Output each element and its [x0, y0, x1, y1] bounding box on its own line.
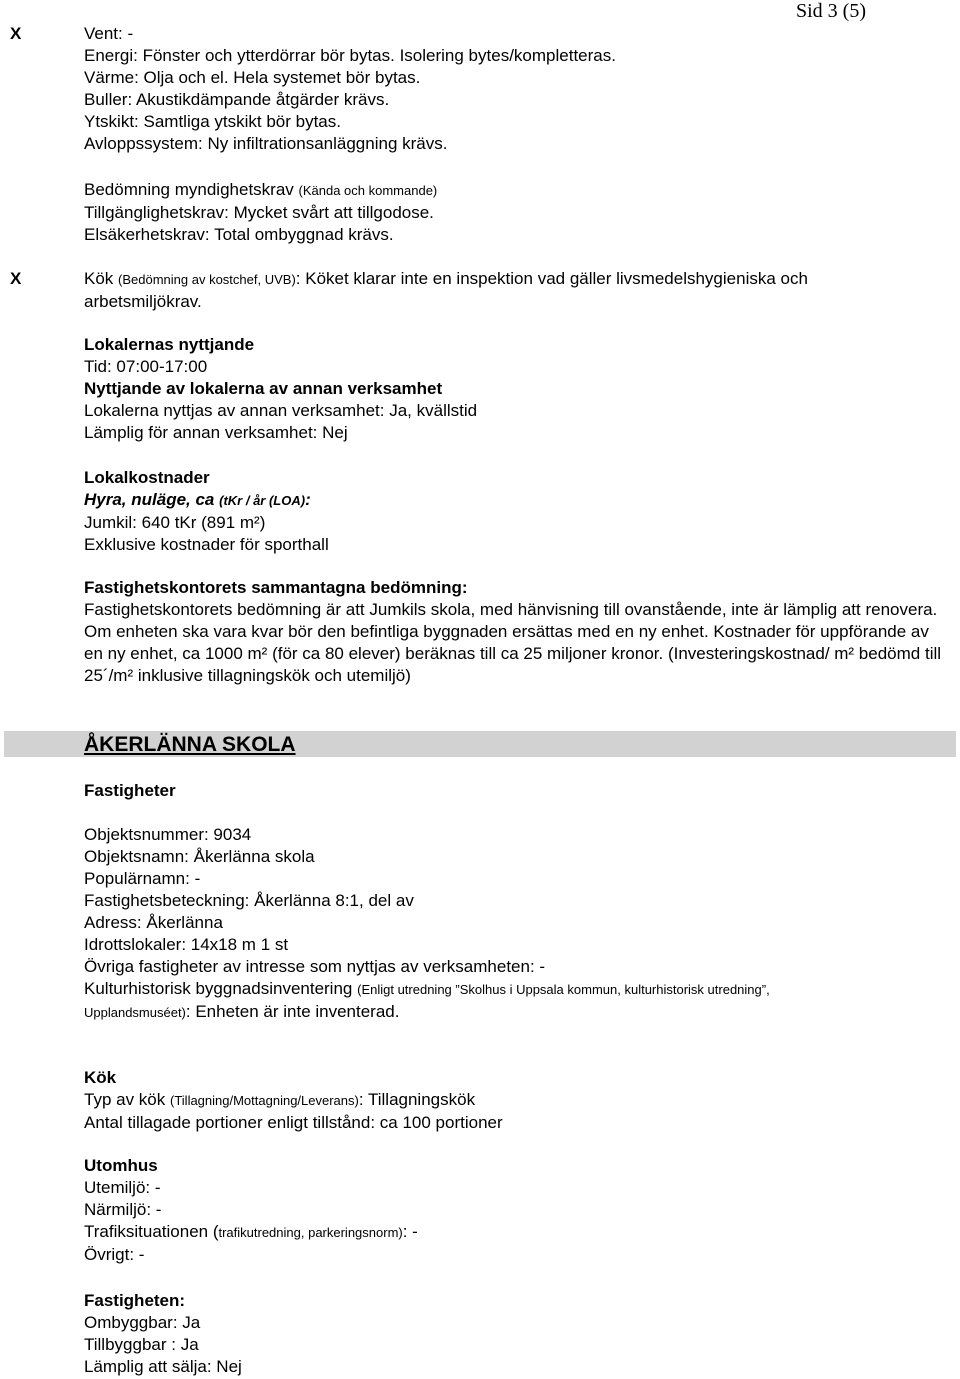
kok-heading: Kök [84, 1068, 117, 1087]
popularnamn-line: Populärnamn: - [84, 869, 201, 888]
exklusive-line: Exklusive kostnader för sporthall [84, 535, 329, 554]
avlopp-line: Avloppssystem: Ny infiltrationsanläggning krävs. [84, 134, 448, 153]
buller-line: Buller: Akustikdämpande åtgärder krävs. [84, 90, 390, 109]
hyra-small: (tKr / år (LOA) [219, 493, 306, 508]
fastigheter-heading: Fastigheter [84, 781, 176, 800]
trafik-value: : - [402, 1222, 418, 1241]
ombyggbar-line: Ombyggbar: Ja [84, 1313, 201, 1332]
ytskikt-line: Ytskikt: Samtliga ytskikt bör bytas. [84, 112, 341, 131]
overall-assessment-block [84, 577, 944, 687]
ovriga-line: Övriga fastigheter av intresse som nyttjas av verksamheten: - [84, 957, 546, 976]
energi-line: Energi: Fönster och ytterdörrar bör bytas. Isolering bytes/kompletteras. [84, 46, 616, 65]
kok-label: Kök [84, 269, 114, 288]
sammantagna-heading: Fastighetskontorets sammantagna bedömning: [84, 578, 468, 597]
properties-heading-block [84, 780, 934, 802]
adress-line: Adress: Åkerlänna [84, 913, 223, 932]
trafik-line [84, 1221, 934, 1244]
tid-line: Tid: 07:00-17:00 [84, 357, 208, 376]
nyttjande-heading: Lokalernas nyttjande [84, 335, 255, 354]
vent-line: Vent: - [84, 24, 134, 43]
fastigheten-heading: Fastigheten: [84, 1291, 186, 1310]
hyra-colon: : [305, 490, 311, 509]
lokalkostnader-heading: Lokalkostnader [84, 468, 210, 487]
fastighetsbeteckning-line: Fastighetsbeteckning: Åkerlänna 8:1, del av [84, 891, 414, 910]
x-marker: X [10, 269, 22, 288]
salja-line: Lämplig att sälja: Nej [84, 1357, 242, 1376]
jumkil-line: Jumkil: 640 tKr (891 m²) [84, 513, 266, 532]
trafik-small: trafikutredning, parkeringsnorm) [218, 1225, 403, 1240]
nyttjas-line: Lokalerna nyttjas av annan verksamhet: Ja, kvällstid [84, 401, 478, 420]
tillbyggbar-line: Tillbyggbar : Ja [84, 1335, 199, 1354]
utemiljo-line: Utemiljö: - [84, 1178, 161, 1197]
kultur-small2: Upplandsmuséet) [84, 1005, 186, 1020]
properties-block [84, 824, 934, 1024]
premises-costs-block [84, 467, 934, 556]
hyra-line [84, 489, 934, 512]
objektsnamn-line: Objektsnamn: Åkerlänna skola [84, 847, 315, 866]
kok-typ-label: Typ av kök [84, 1090, 166, 1109]
section-title: ÅKERLÄNNA SKOLA [84, 733, 296, 756]
myndighet-label: Bedömning myndighetskrav [84, 180, 294, 199]
kok-label-small: (Bedömning av kostchef, UVB) [118, 272, 296, 287]
trafik-label: Trafiksituationen ( [84, 1222, 219, 1241]
varme-line: Värme: Olja och el. Hela systemet bör bytas. [84, 68, 421, 87]
narmiljo-line: Närmiljö: - [84, 1200, 162, 1219]
kultur-label: Kulturhistorisk byggnadsinventering [84, 979, 353, 998]
kok-text: : Köket klarar inte en inspektion vad gäller livsmedelshygieniska och arbetsmiljökrav. [84, 269, 808, 311]
kitchen-assessment [84, 268, 924, 313]
kok-antal-line: Antal tillagade portioner enligt tillstånd: ca 100 portioner [84, 1113, 503, 1132]
kitchen-block [84, 1067, 934, 1134]
property-block [84, 1290, 934, 1378]
x-marker: X [10, 24, 22, 43]
myndighet-heading [84, 179, 934, 202]
outdoor-block [84, 1155, 934, 1266]
premises-usage-block [84, 334, 934, 444]
tillganglighet-line: Tillgänglighetskrav: Mycket svårt att tillgodose. [84, 203, 434, 222]
idrottslokaler-line: Idrottslokaler: 14x18 m 1 st [84, 935, 289, 954]
authority-requirements-block [84, 179, 934, 246]
utomhus-heading: Utomhus [84, 1156, 158, 1175]
kultur-small1: (Enligt utredning ”Skolhus i Uppsala kommun, kulturhistorisk utredning”, [357, 982, 770, 997]
nyttjande-heading2: Nyttjande av lokalerna av annan verksamhet [84, 379, 443, 398]
kultur-line [84, 978, 934, 1001]
lamplig-line: Lämplig för annan verksamhet: Nej [84, 423, 348, 442]
kultur-line2 [84, 1001, 934, 1024]
kok-typ-small: (Tillagning/Mottagning/Leverans) [170, 1093, 359, 1108]
kultur-text: : Enheten är inte inventerad. [185, 1002, 400, 1021]
page-number: Sid 3 (5) [796, 0, 866, 22]
ovrigt-line: Övrigt: - [84, 1245, 145, 1264]
sammantagna-text: Fastighetskontorets bedömning är att Jumkils skola, med hänvisning till ovanstående, inte är lämplig att renovera. Om enheten ska vara kvar bör den befintliga byggnaden ersättas med en ny enhet. Kostnader för uppförande av en ny enhet, ca 1000 m² (för ca 80 elever) beräknas till ca 25 miljoner kronor. (Investeringskostnad/ m² bedömd till 25´/m² inklusive tillagningskök och utemiljö) [84, 600, 942, 685]
kok-typ-line [84, 1089, 934, 1112]
myndighet-label-small: (Kända och kommande) [298, 183, 438, 198]
building-assessment-block [84, 23, 934, 155]
hyra-label: Hyra, nuläge, ca [84, 490, 215, 509]
kok-typ-value: : Tillagningskök [358, 1090, 476, 1109]
objektsnummer-line: Objektsnummer: 9034 [84, 825, 252, 844]
elsakerhet-line: Elsäkerhetskrav: Total ombyggnad krävs. [84, 225, 394, 244]
